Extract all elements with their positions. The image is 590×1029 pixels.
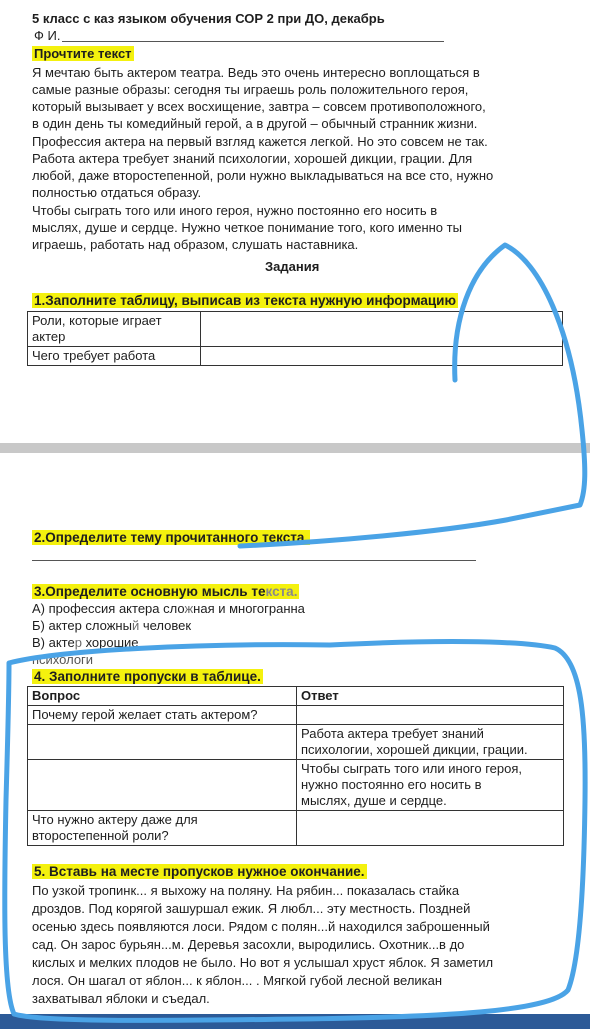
task4-title: 4. Заполните пропуски в таблице. bbox=[34, 669, 261, 684]
answer-cell: Работа актера требует знаний психологии, хорошей дикции, грации. bbox=[297, 725, 564, 760]
fio-line bbox=[62, 41, 444, 42]
task4-table bbox=[27, 686, 564, 846]
table-cell-label: Роли, которые играет актер bbox=[28, 312, 201, 347]
text-line: Работа актера требует знаний психологии, хорошей дикции, грации. Для bbox=[32, 151, 473, 166]
bottom-bar bbox=[0, 1014, 590, 1029]
option-a[interactable]: А) профессия актера сложная и многогранна bbox=[32, 601, 305, 616]
question-cell[interactable] bbox=[28, 760, 297, 811]
table-header-row bbox=[28, 687, 564, 706]
table-row bbox=[28, 811, 564, 846]
table-row bbox=[28, 760, 564, 811]
text-line: Чтобы сыграть того или иного героя, нужно постоянно его носить в bbox=[32, 203, 438, 218]
column-header-answer: Ответ bbox=[297, 687, 564, 706]
option-b[interactable]: Б) актер сложный человек bbox=[32, 618, 192, 633]
task3-title: 3.Определите основную мысль текста. bbox=[34, 584, 298, 599]
answer-cell[interactable] bbox=[297, 811, 564, 846]
reading-instruction: Прочтите текст bbox=[34, 46, 132, 61]
answer-cell[interactable] bbox=[201, 312, 563, 347]
question-cell: Что нужно актеру даже для второстепенной роли? bbox=[28, 811, 297, 846]
text-line: Профессия актера на первый взгляд кажется легкой. Но это совсем не так. bbox=[32, 134, 488, 149]
text-line: По узкой тропинк... я выхожу на поляну. На рябин... показалась стайка bbox=[32, 883, 460, 898]
question-cell: Почему герой желает стать актером? bbox=[28, 706, 297, 725]
column-header-question: Вопрос bbox=[28, 687, 297, 706]
text-line: Я мечтаю быть актером театра. Ведь это очень интересно воплощаться в bbox=[32, 65, 480, 80]
text-line: любой, даже второстепенной, роли нужно выкладываться на все сто, нужно bbox=[32, 168, 494, 183]
task1-title: 1.Заполните таблицу, выписав из текста нужную информацию bbox=[34, 293, 457, 308]
answer-cell: Чтобы сыграть того или иного героя, нужно постоянно его носить в мыслях, душе и сердце. bbox=[297, 760, 564, 811]
table-row bbox=[28, 347, 563, 366]
question-cell[interactable] bbox=[28, 725, 297, 760]
answer-line bbox=[32, 560, 476, 561]
text-line: самые разные образы: сегодня ты играешь роль положительного героя, bbox=[32, 82, 469, 97]
text-line: мыслях, душе и сердце. Нужно четкое понимание того, кого именно ты bbox=[32, 220, 462, 235]
text-line: сад. Он зарос бурьян...м. Деревья засохли, выродились. Охотник...в до bbox=[32, 937, 465, 952]
table-cell-label: Чего требует работа bbox=[28, 347, 201, 366]
text-line: осенью здесь появляются лоси. Рядом с полян...й находился заброшенный bbox=[32, 919, 490, 934]
text-line: дроздов. Под корягой зашуршал ежик. Я любл... эту местность. Поздней bbox=[32, 901, 471, 916]
option-c[interactable]: В) актер хорошие bbox=[32, 635, 139, 650]
fio-label: Ф И. bbox=[34, 28, 61, 43]
worksheet-page-2 bbox=[0, 453, 590, 1018]
text-line: захватывал яблоки и съедал. bbox=[32, 991, 210, 1006]
answer-cell[interactable] bbox=[201, 347, 563, 366]
task5-title: 5. Вставь на месте пропусков нужное окончание. bbox=[34, 864, 365, 879]
table-row bbox=[28, 312, 563, 347]
text-line: который вызывает у всех восхищение, завтра – совсем противоположного, bbox=[32, 99, 486, 114]
text-line: кислых и мелких плодов не было. Но вот я услышал хруст яблок. Я заметил bbox=[32, 955, 494, 970]
option-c-continuation: психологи bbox=[32, 652, 94, 667]
worksheet-page-1 bbox=[0, 0, 590, 445]
text-line: лося. Он шагал от яблон... к яблон... . Мягкой губой лесной великан bbox=[32, 973, 443, 988]
text-line: в один день ты комедийный герой, а в другой – обычный странник жизни. bbox=[32, 116, 478, 131]
tasks-heading: Задания bbox=[265, 259, 320, 274]
text-line: полностью отдаться образу. bbox=[32, 185, 202, 200]
task1-table bbox=[27, 311, 563, 366]
worksheet-title: 5 класс с каз языком обучения СОР 2 при ДО, декабрь bbox=[32, 11, 385, 26]
answer-cell[interactable] bbox=[297, 706, 564, 725]
text-line: играешь, работать над образом, слушать наставника. bbox=[32, 237, 359, 252]
table-row bbox=[28, 706, 564, 725]
task2-title: 2.Определите тему прочитанного текста. bbox=[34, 530, 309, 545]
table-row bbox=[28, 725, 564, 760]
